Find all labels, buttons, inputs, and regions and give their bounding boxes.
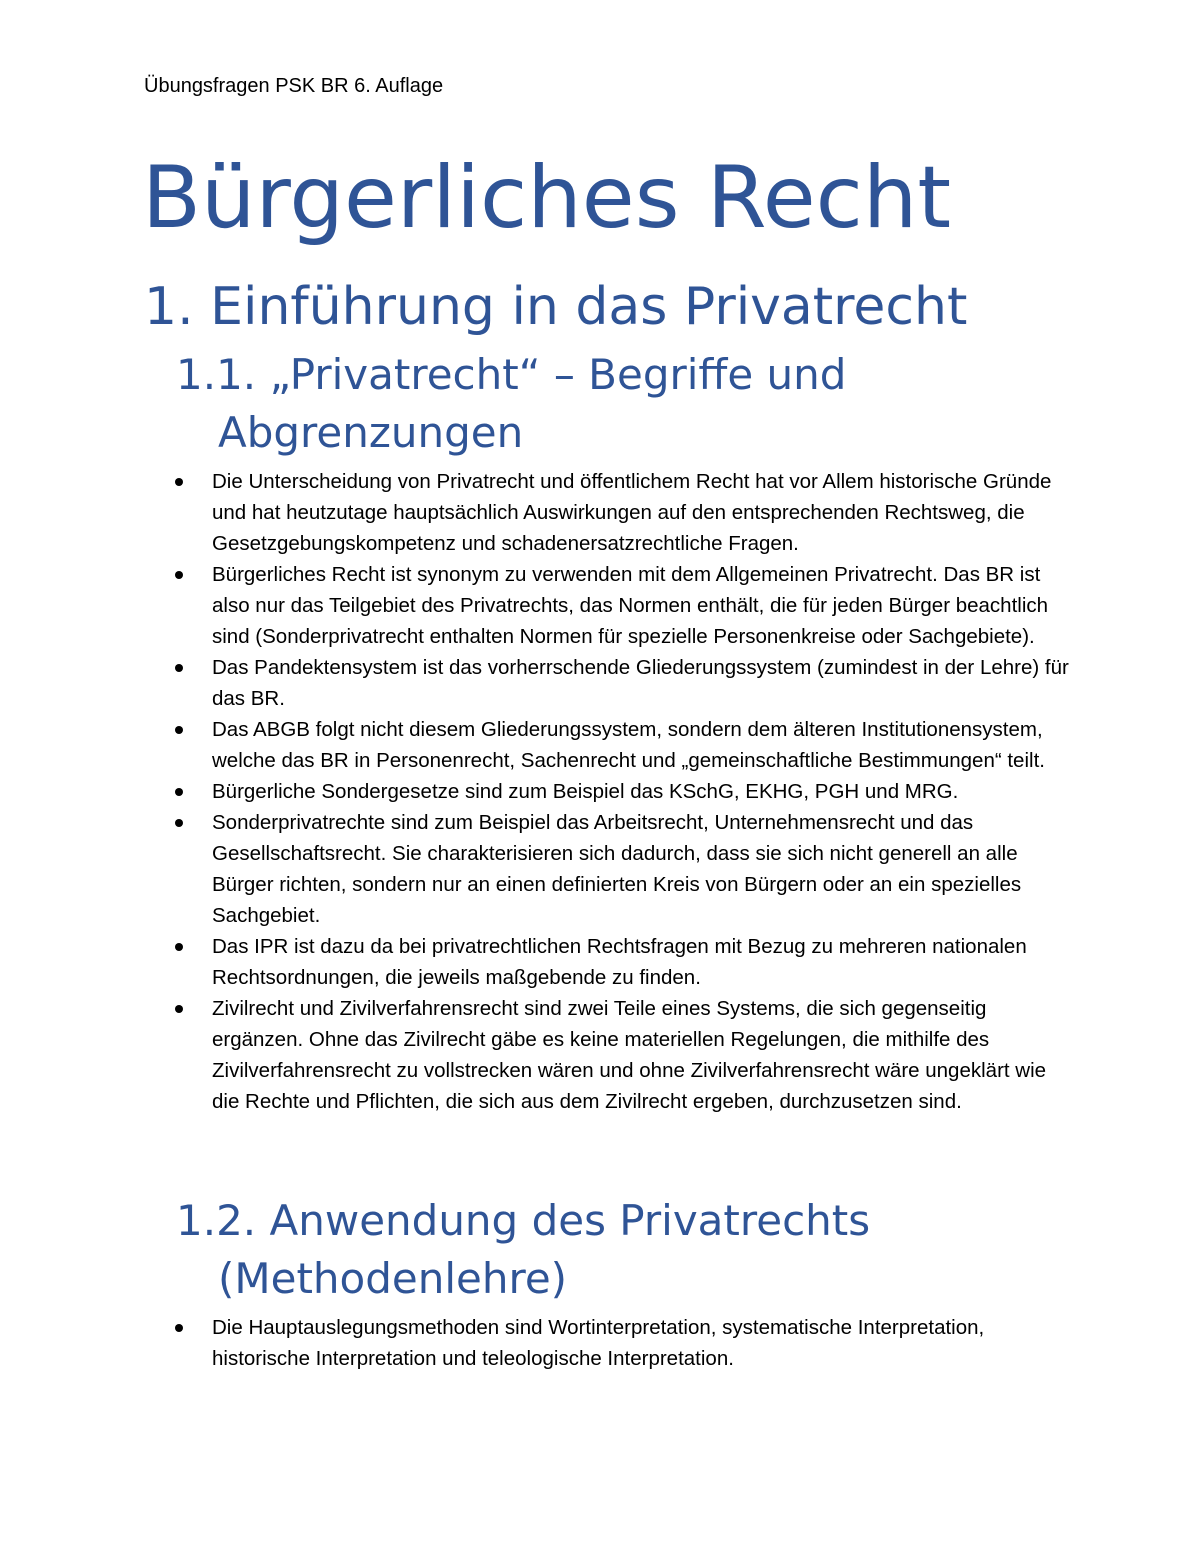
bullet-icon: [175, 478, 183, 486]
section-heading-1-2-line2: (Methodenlehre): [218, 1254, 568, 1303]
section-heading-1-1-line1: 1.1. „Privatrecht“ – Begriffe und: [176, 350, 847, 399]
list-item-text: Das IPR ist dazu da bei privatrechtlichen Rechtsfragen mit Bezug zu mehreren nationalen Rechtsordnungen, die jeweils maßgebende zu finden.: [212, 935, 1027, 989]
bullet-icon: [175, 1324, 183, 1332]
chapter-heading: 1. Einführung in das Privatrecht: [144, 277, 968, 337]
bullet-list-1-1: [0, 466, 1200, 1117]
list-item: [0, 993, 1200, 1117]
list-item-text: Sonderprivatrechte sind zum Beispiel das Arbeitsrecht, Unternehmensrecht und das Gesellschaftsrecht. Sie charakterisieren sich dadurch, dass sie sich nicht generell an alle Bürger richten, sondern nur an einen definierten Kreis von Bürgern oder an ein spezielles Sachgebiet.: [212, 811, 1022, 927]
list-item-text: Das Pandektensystem ist das vorherrschende Gliederungssystem (zumindest in der Lehre) für das BR.: [212, 656, 1069, 710]
section-heading-1-1: [176, 346, 1036, 462]
list-item: [0, 1312, 1200, 1374]
list-item: [0, 559, 1200, 652]
page-header: Übungsfragen PSK BR 6. Auflage: [144, 75, 444, 97]
bullet-icon: [175, 726, 183, 734]
bullet-icon: [175, 819, 183, 827]
list-item: [0, 466, 1200, 559]
list-item-text: Bürgerliches Recht ist synonym zu verwenden mit dem Allgemeinen Privatrecht. Das BR ist also nur das Teilgebiet des Privatrechts, das Normen enthält, die für jeden Bürger beachtlich sind (Sonderprivatrecht enthalten Normen für spezielle Personenkreise oder Sachgebiete).: [212, 563, 1049, 648]
bullet-list-1-2: [0, 1312, 1200, 1374]
list-item-text: Bürgerliche Sondergesetze sind zum Beispiel das KSchG, EKHG, PGH und MRG.: [212, 780, 959, 803]
list-item-text: Zivilrecht und Zivilverfahrensrecht sind zwei Teile eines Systems, die sich gegenseitig ergänzen. Ohne das Zivilrecht gäbe es keine materiellen Regelungen, die mithilfe des Zivilverfahrensrecht zu vollstrecken wären und ohne Zivilverfahrensrecht wäre ungeklärt wie die Rechte und Pflichten, die sich aus dem Zivilrecht ergeben, durchzusetzen sind.: [212, 997, 1047, 1113]
list-item: [0, 652, 1200, 714]
bullet-icon: [175, 1005, 183, 1013]
section-heading-1-2: [176, 1192, 1036, 1308]
list-item-text: Die Unterscheidung von Privatrecht und öffentlichem Recht hat vor Allem historische Gründe und hat heutzutage hauptsächlich Auswirkungen auf den entsprechenden Rechtsweg, die Gesetzgebungskompetenz und schadenersatzrechtliche Fragen.: [212, 470, 1052, 555]
bullet-icon: [175, 788, 183, 796]
bullet-icon: [175, 943, 183, 951]
document-title: Bürgerliches Recht: [142, 148, 952, 248]
bullet-icon: [175, 571, 183, 579]
list-item-text: Das ABGB folgt nicht diesem Gliederungssystem, sondern dem älteren Institutionensystem, welche das BR in Personenrecht, Sachenrecht und „gemeinschaftliche Bestimmungen“ teilt.: [212, 718, 1045, 772]
section-heading-1-2-line1: 1.2. Anwendung des Privatrechts: [176, 1196, 871, 1245]
list-item: [0, 807, 1200, 931]
section-heading-1-1-line2: Abgrenzungen: [218, 408, 524, 457]
list-item-text: Die Hauptauslegungsmethoden sind Wortinterpretation, systematische Interpretation, historische Interpretation und teleologische Interpretation.: [212, 1316, 985, 1370]
list-item: [0, 931, 1200, 993]
bullet-icon: [175, 664, 183, 672]
list-item: [0, 714, 1200, 776]
list-item: [0, 776, 1200, 807]
